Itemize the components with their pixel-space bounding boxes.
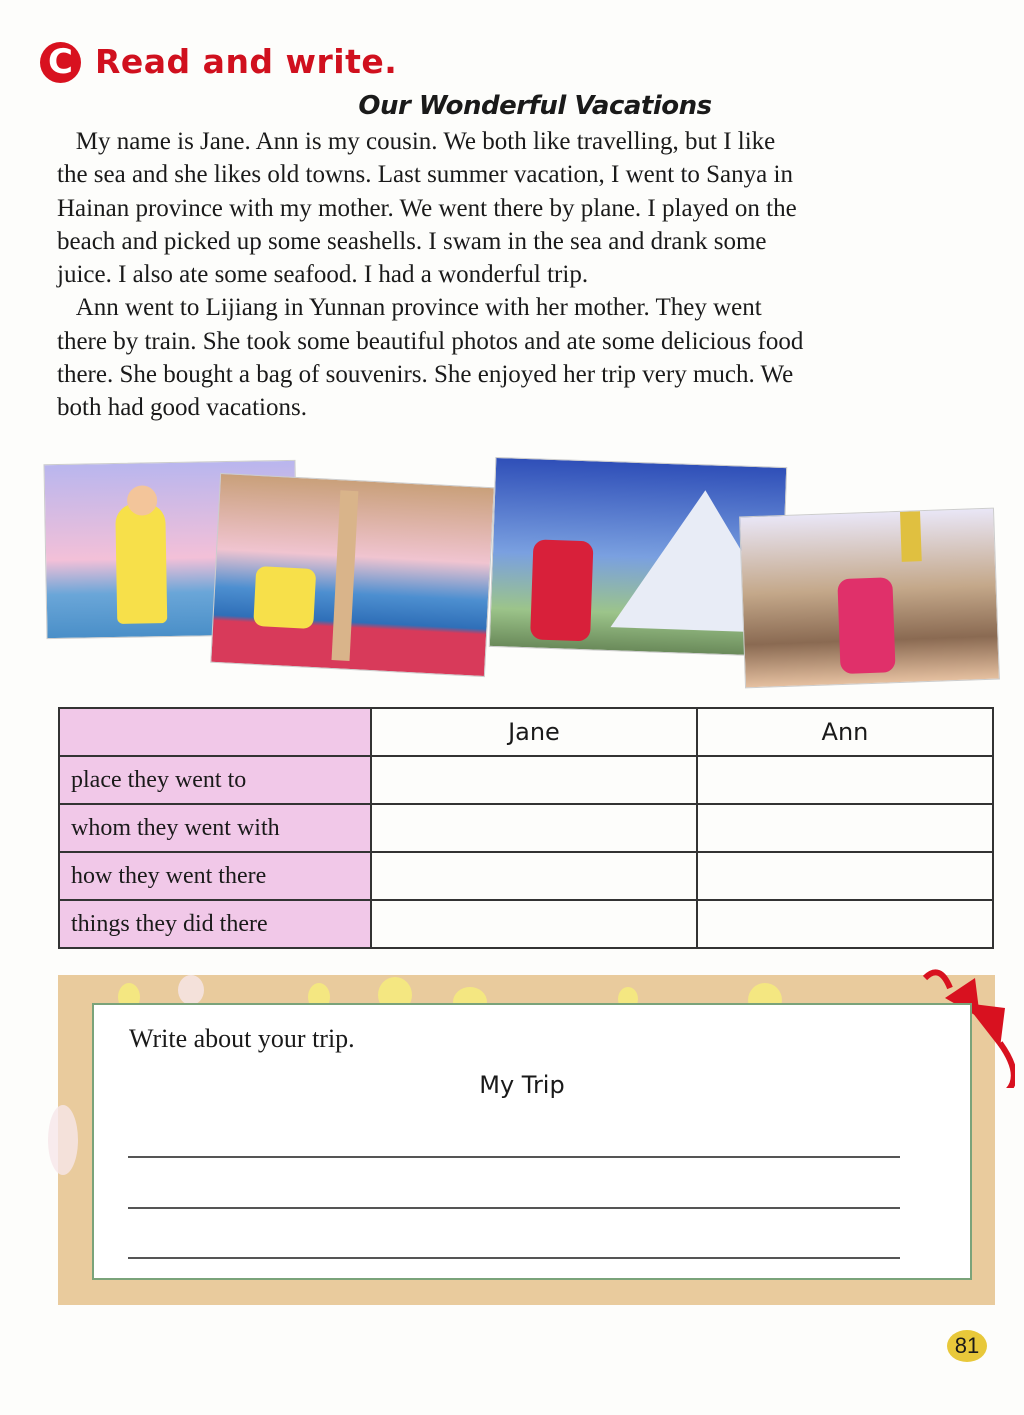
table-row — [59, 852, 993, 900]
row-label: whom they went with — [59, 804, 371, 852]
section-heading: Read and write. — [95, 42, 398, 81]
answer-cell[interactable] — [371, 852, 697, 900]
answer-cell[interactable] — [697, 804, 993, 852]
story-line: both had good vacations. — [57, 394, 307, 422]
story-line: juice. I also ate some seafood. I had a wonderful trip. — [57, 261, 589, 289]
story-text — [57, 125, 997, 425]
answer-cell[interactable] — [371, 900, 697, 948]
answer-cell[interactable] — [697, 756, 993, 804]
table-header-row — [59, 708, 993, 756]
story-title: Our Wonderful Vacations — [358, 91, 712, 121]
story-line: My name is Jane. Ann is my cousin. We both like travelling, but I like — [57, 128, 776, 155]
page-number: 81 — [947, 1330, 987, 1362]
seafood-illustration — [210, 473, 495, 677]
section-badge: C — [40, 42, 81, 83]
answer-cell[interactable] — [697, 900, 993, 948]
old-town-illustration — [739, 508, 1000, 689]
story-line: Ann went to Lijiang in Yunnan province with her mother. They went — [57, 294, 762, 322]
story-line: beach and picked up some seashells. I swam in the sea and drank some — [57, 227, 767, 255]
row-label: things they did there — [59, 900, 371, 948]
writing-prompt: Write about your trip. — [129, 1024, 355, 1053]
story-line: there by train. She took some beautiful photos and ate some delicious food — [57, 327, 804, 355]
writing-line[interactable] — [128, 1156, 900, 1158]
answer-cell[interactable] — [371, 804, 697, 852]
table-row — [59, 756, 993, 804]
story-line: there. She bought a bag of souvenirs. She enjoyed her trip very much. We — [57, 361, 794, 389]
vacation-table — [58, 707, 994, 949]
table-row — [59, 804, 993, 852]
story-line: the sea and she likes old towns. Last summer vacation, I went to Sanya in — [57, 161, 793, 189]
table-row — [59, 900, 993, 948]
story-line: Hainan province with my mother. We went there by plane. I played on the — [57, 194, 797, 222]
row-label: how they went there — [59, 852, 371, 900]
writing-line[interactable] — [128, 1257, 900, 1259]
column-header-jane: Jane — [371, 708, 697, 756]
row-label: place they went to — [59, 756, 371, 804]
table-corner — [59, 708, 371, 756]
answer-cell[interactable] — [697, 852, 993, 900]
column-header-ann: Ann — [697, 708, 993, 756]
writing-line[interactable] — [128, 1207, 900, 1209]
writing-title: My Trip — [479, 1071, 565, 1099]
answer-cell[interactable] — [371, 756, 697, 804]
